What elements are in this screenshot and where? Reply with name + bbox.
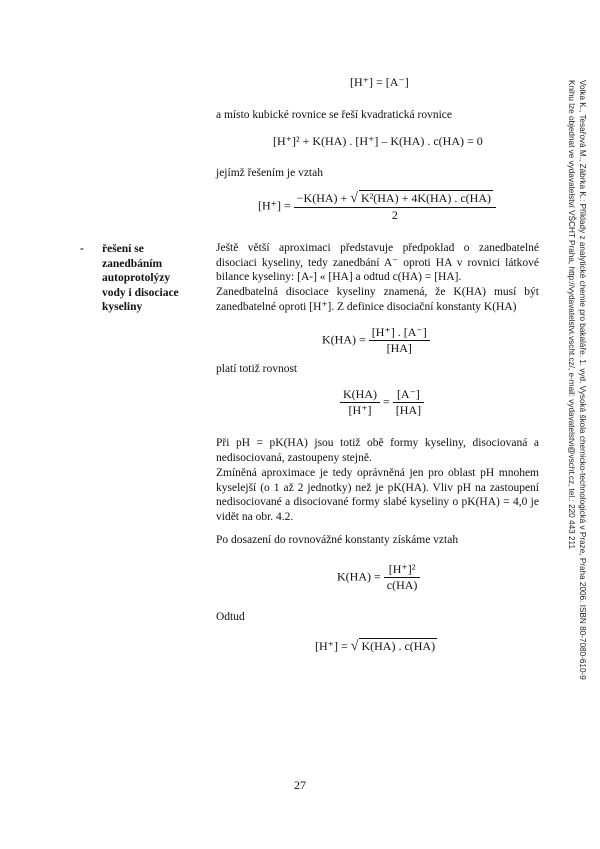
eq4-num: [H⁺] . [A⁻]: [369, 325, 430, 341]
equation-quadratic-solution: [258, 190, 496, 223]
eq5-right-den: [HA]: [395, 403, 422, 417]
eq3-root: K²(HA) + 4K(HA) . c(HA): [360, 191, 491, 205]
eq3-den: 2: [391, 208, 398, 222]
text-reseni-vztah: jejímž řešením je vztah: [216, 167, 323, 179]
equation-constant-substitution: [337, 562, 420, 593]
sqrt-icon: √: [350, 639, 359, 654]
margin-note: [80, 242, 208, 315]
paragraph-zanedbatelna-disociace: Zanedbatelná disociace kyseliny znamená, že K(HA) musí být zanedbatelné oproti [H⁺]. Z definice disociační konstanty K(HA): [216, 286, 539, 313]
eq7-lhs: [H⁺] =: [315, 639, 348, 653]
eq5-right-fraction: [393, 387, 424, 418]
equation-quadratic: [H⁺]² + K(HA) . [H⁺] – K(HA) . c(HA) = 0: [273, 134, 483, 148]
side-note-line-2: Knihu lze objednat ve vydavatelství VŠCHT Praha, http://vydavatelstvi.vscht.cz/, e-mail: vydavatelstvi@vscht.cz, tel.: 220 443 211: [567, 80, 576, 550]
eq6-fraction: [384, 562, 421, 593]
eq4-lhs: K(HA) =: [322, 332, 366, 347]
text-plati-rovnost: platí totiž rovnost: [216, 363, 298, 375]
margin-line-4: vody i disociace: [102, 286, 179, 299]
margin-line-1: řešení se: [102, 243, 144, 255]
eq6-num: [H⁺]²: [384, 562, 421, 578]
eq7-root: K(HA) . c(HA): [361, 639, 436, 653]
eq5-left-den: [H⁺]: [348, 403, 372, 417]
text-odtud: Odtud: [216, 611, 245, 623]
equation-ratio: [340, 387, 424, 418]
page-number: 27: [294, 778, 306, 792]
sqrt-icon: √: [350, 191, 358, 206]
equation-h-equals-a: [H⁺] = [A⁻]: [350, 75, 409, 89]
copyright-side-note: [548, 80, 588, 700]
eq4-fraction: [369, 325, 430, 356]
eq5-left-num: K(HA): [340, 387, 380, 403]
eq5-right-num: [A⁻]: [393, 387, 424, 403]
eq5-equals: =: [383, 394, 390, 409]
paragraph-pri-ph: Při pH = pK(HA) jsou totiž obě formy kyseliny, disociovaná a nedisociovaná, zastoupeny stejně.: [216, 437, 539, 464]
margin-line-2: zanedbáním: [102, 257, 163, 270]
eq3-fraction: [294, 190, 496, 223]
eq6-den: c(HA): [386, 578, 418, 592]
paragraph-zminena-aproximace: Zmíněná aproximace je tedy oprávněná jen pro oblast pH mnohem kyselejší (o 1 až 2 jednotky) než je pK(HA). Vliv pH na zastoupení nedisociované a disociované formy slabé kyseliny o pK(HA) = 4,0 je vidět na obr. 4.2.: [216, 467, 539, 523]
text-po-dosazeni: Po dosazení do rovnovážné konstanty získáme vztah: [216, 534, 459, 546]
margin-dash: -: [80, 243, 84, 255]
eq5-left-fraction: [340, 387, 380, 418]
equation-dissociation-constant: [322, 325, 430, 356]
margin-line-5: kyseliny: [102, 301, 143, 314]
margin-line-3: autoprotolýzy: [102, 272, 171, 285]
equation-h-concentration: [315, 638, 437, 655]
paragraph-aproximace: Ještě větší aproximaci představuje předpoklad o zanedbatelné disociaci kyseliny, tedy zanedbání A⁻ oproti HA v rovnici látkové bilance kyseliny: [A-] « [HA] a odtud c(HA) = [HA].: [216, 242, 539, 284]
eq6-lhs: K(HA) =: [337, 569, 381, 584]
eq4-den: [HA]: [386, 341, 412, 355]
side-note-line-1: Volka K., Tesařová M., Zábrka K.: Příklady z analytické chemie pro bakaláře. 1. vyd. Vysoká škola chemicko-technologická v Praze, Praha 2006. ISBN 80-7080-610-9: [578, 80, 587, 680]
eq3-num-a: −K(HA) +: [296, 191, 351, 205]
eq3-lhs: [H⁺] =: [258, 198, 291, 213]
text-kvadraticka: a místo kubické rovnice se řeší kvadratická rovnice: [216, 109, 452, 121]
